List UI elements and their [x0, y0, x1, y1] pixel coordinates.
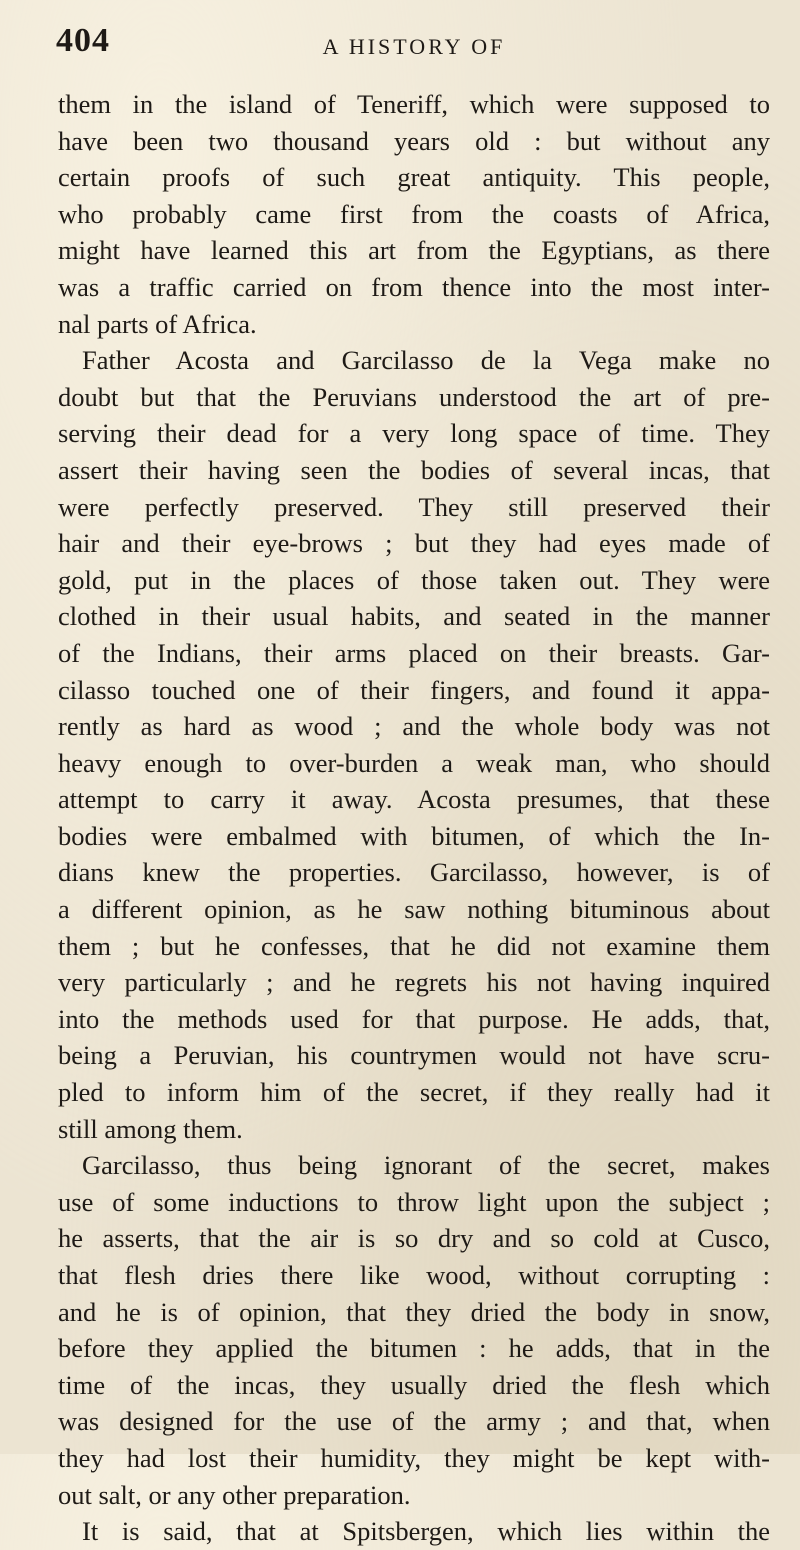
text-line: time of the incas, they usually dried the flesh which [58, 1369, 770, 1400]
text-line: them ; but he confesses, that he did not examine them [58, 930, 770, 961]
text-line: a different opinion, as he saw nothing bituminous about [58, 894, 770, 925]
text-line: have been two thousand years old : but without any [58, 125, 770, 156]
text-line: before they applied the bitumen : he adds, that in the [58, 1333, 770, 1364]
text-line: hair and their eye-brows ; but they had eyes made of [58, 528, 770, 559]
text-line: Father Acosta and Garcilasso de la Vega make no [82, 345, 770, 376]
text-line: attempt to carry it away. Acosta presumes, that these [58, 784, 770, 815]
text-line: out salt, or any other preparation. [58, 1479, 411, 1510]
page-number: 404 [56, 22, 110, 59]
text-line: rently as hard as wood ; and the whole body was not [58, 711, 770, 742]
paragraph [58, 1513, 770, 1550]
text-line: he asserts, that the air is so dry and so cold at Cusco, [58, 1223, 770, 1254]
text-line: cilasso touched one of their fingers, and found it appa- [58, 674, 770, 705]
text-line: still among them. [58, 1113, 243, 1144]
paragraph [58, 342, 770, 1147]
text-line: and he is of opinion, that they dried the body in snow, [58, 1296, 770, 1327]
text-line: It is said, that at Spitsbergen, which lies within the [82, 1516, 770, 1547]
text-line: gold, put in the places of those taken out. They were [58, 564, 770, 595]
text-line: might have learned this art from the Egyptians, as there [58, 235, 770, 266]
text-line: was a traffic carried on from thence into the most inter- [58, 271, 770, 302]
running-head [58, 22, 770, 86]
running-title: A HISTORY OF [322, 34, 506, 59]
text-line: doubt but that the Peruvians understood the art of pre- [58, 381, 770, 412]
text-line: Garcilasso, thus being ignorant of the secret, makes [82, 1150, 770, 1181]
text-line: bodies were embalmed with bitumen, of which the In- [58, 820, 770, 851]
book-page [58, 22, 770, 1550]
text-line: very particularly ; and he regrets his not having inquired [58, 967, 770, 998]
text-line: pled to inform him of the secret, if they really had it [58, 1077, 770, 1108]
text-line: was designed for the use of the army ; and that, when [58, 1406, 770, 1437]
text-line: into the methods used for that purpose. He adds, that, [58, 1003, 770, 1034]
text-line: assert their having seen the bodies of several incas, that [58, 454, 770, 485]
paragraph [58, 86, 770, 342]
text-line: heavy enough to over-burden a weak man, who should [58, 747, 770, 778]
text-line: that flesh dries there like wood, without corrupting : [58, 1260, 770, 1290]
text-line: they had lost their humidity, they might be kept with- [58, 1442, 770, 1473]
body-text [58, 86, 770, 1550]
text-line: use of some inductions to throw light upon the subject ; [58, 1186, 770, 1217]
text-line: dians knew the properties. Garcilasso, however, is of [58, 857, 770, 888]
text-line: nal parts of Africa. [58, 308, 257, 339]
text-line: were perfectly preserved. They still preserved their [58, 491, 770, 522]
text-line: of the Indians, their arms placed on their breasts. Gar- [58, 637, 770, 668]
text-line: them in the island of Teneriff, which were supposed to [58, 89, 770, 119]
text-line: serving their dead for a very long space of time. They [58, 418, 770, 449]
text-line: certain proofs of such great antiquity. This people, [58, 162, 770, 193]
text-line: being a Peruvian, his countrymen would not have scru- [58, 1040, 770, 1071]
text-line: who probably came first from the coasts of Africa, [58, 198, 770, 229]
text-line: clothed in their usual habits, and seated in the manner [58, 601, 770, 632]
paragraph [58, 1147, 770, 1513]
